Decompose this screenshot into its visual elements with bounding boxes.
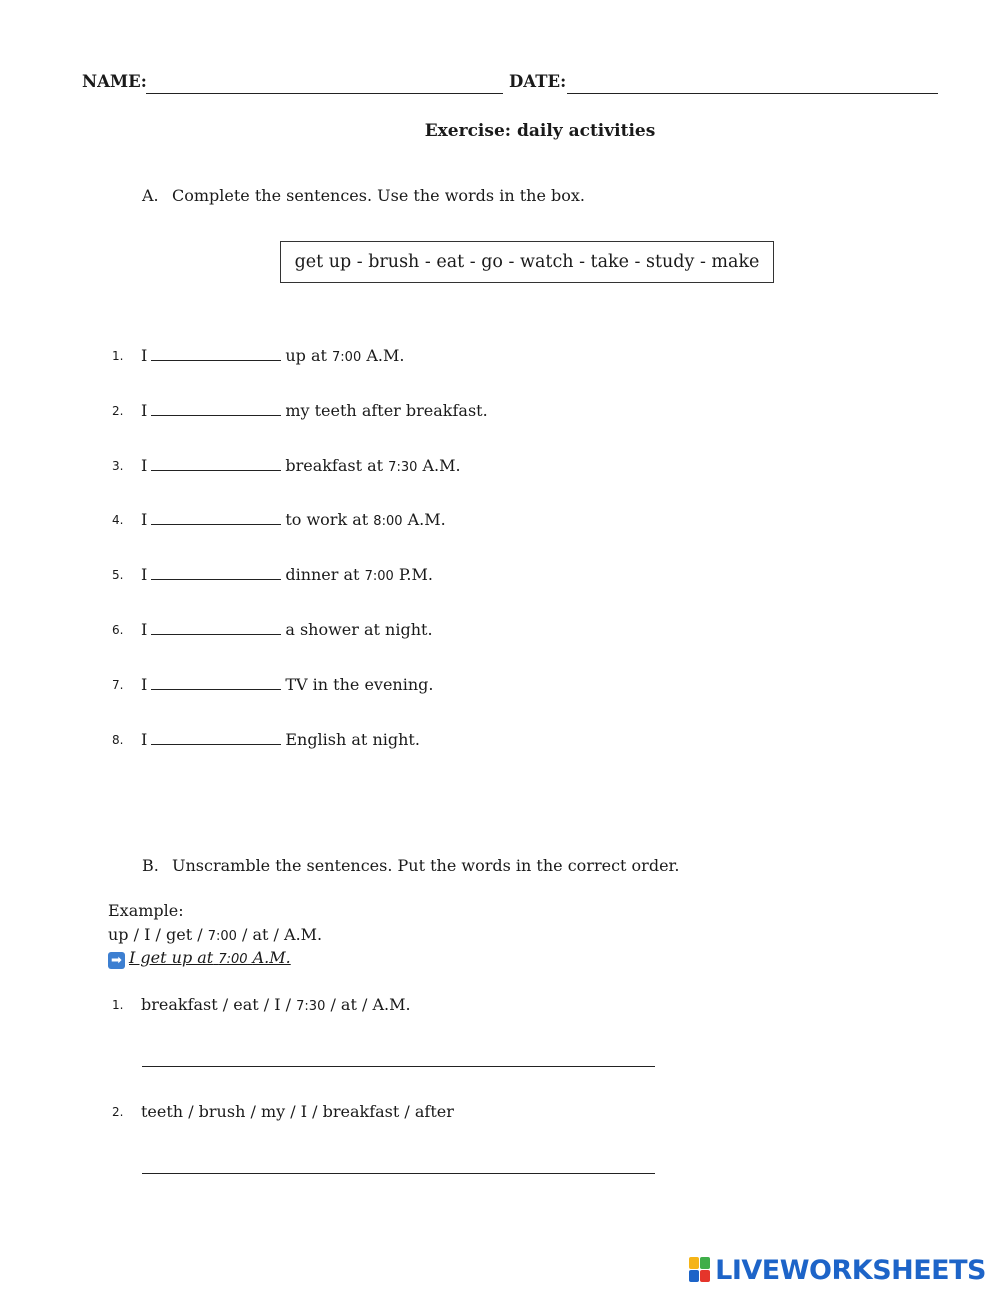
item-after-time: A.M.: [407, 510, 446, 530]
item-subject: I: [141, 455, 148, 475]
answer-blank[interactable]: [151, 565, 281, 580]
answer-blank[interactable]: [151, 346, 281, 361]
section-b-heading: [142, 856, 680, 875]
answer-line[interactable]: [142, 1066, 655, 1067]
example-answer-pre: I get up at: [129, 948, 214, 967]
example-answer-post: A.M.: [252, 948, 291, 967]
item-before-time: TV in the evening.: [285, 674, 434, 694]
example-scrambled-post: / at / A.M.: [242, 925, 323, 944]
section-b-instruction: Unscramble the sentences. Put the words in the correct order.: [172, 856, 680, 875]
answer-blank[interactable]: [151, 730, 281, 745]
item-before-time: dinner at: [285, 565, 360, 585]
item-number: 8.: [112, 732, 124, 747]
item-number: 7.: [112, 677, 124, 692]
item-after-time: A.M.: [422, 455, 461, 475]
item-number: 1.: [112, 349, 124, 363]
example-scrambled-time: 7:00: [207, 929, 237, 944]
example-scrambled: [108, 925, 322, 944]
arrow-right-icon: ➡: [108, 952, 125, 969]
item-after-time: A.M.: [366, 346, 405, 365]
answer-blank[interactable]: [151, 456, 281, 471]
answer-blank[interactable]: [151, 401, 281, 416]
item-subject: I: [141, 346, 148, 365]
name-date-row: [82, 72, 942, 98]
item-time: 7:30: [388, 459, 418, 475]
item-subject: I: [141, 674, 148, 694]
item-number: 4.: [112, 513, 124, 528]
item-scrambled: teeth / brush / my / I / breakfast / after: [141, 1102, 454, 1121]
word-box: get up ‑ brush ‑ eat ‑ go ‑ watch ‑ take ‑ study ‑ make: [280, 241, 774, 283]
item-time: 8:00: [373, 514, 403, 530]
page-title: Exercise: daily activities: [424, 121, 656, 141]
answer-blank[interactable]: [151, 510, 281, 525]
item-before-time: to work at: [285, 510, 369, 530]
item-post: / at / A.M.: [330, 995, 411, 1014]
item-number: 5.: [112, 568, 124, 583]
example-answer: [108, 948, 291, 969]
item-before-time: my teeth after breakfast.: [285, 400, 488, 420]
example-label: Example:: [108, 901, 184, 920]
name-label: NAME:: [82, 72, 147, 91]
item-before-time: up at: [285, 346, 327, 365]
logo-text: LIVEWORKSHEETS: [715, 1254, 986, 1286]
item-time: 7:30: [296, 999, 326, 1014]
item-number: 2.: [112, 403, 124, 418]
example-answer-time: 7:00: [218, 952, 248, 967]
item-subject: I: [141, 620, 148, 639]
item-before-time: English at night.: [285, 729, 420, 749]
answer-blank[interactable]: [151, 675, 281, 690]
item-subject: I: [141, 510, 148, 530]
answer-line[interactable]: [142, 1173, 655, 1174]
item-subject: I: [141, 400, 148, 420]
item-before-time: a shower at night.: [285, 620, 433, 639]
item-before-time: breakfast at: [285, 455, 384, 475]
date-label: DATE:: [509, 72, 567, 91]
item-number: 1.: [112, 998, 124, 1012]
item-time: 7:00: [332, 350, 362, 365]
liveworksheets-logo: [689, 1254, 986, 1286]
section-a-instruction: Complete the sentences. Use the words in the box.: [172, 186, 585, 205]
item-after-time: P.M.: [398, 565, 433, 585]
item-number: 2.: [112, 1105, 124, 1119]
logo-mark-icon: [689, 1257, 711, 1283]
section-a-heading: [142, 186, 585, 205]
item-subject: I: [141, 729, 148, 749]
answer-blank[interactable]: [151, 620, 281, 635]
item-time: 7:00: [364, 569, 394, 585]
section-a-letter: A.: [142, 186, 159, 205]
date-field[interactable]: [567, 93, 938, 94]
item-number: 3.: [112, 458, 124, 473]
item-scrambled: breakfast / eat / I /: [141, 995, 292, 1014]
item-subject: I: [141, 565, 148, 585]
section-b-letter: B.: [142, 856, 159, 875]
example-scrambled-pre: up / I / get /: [108, 925, 203, 944]
name-field[interactable]: [146, 93, 503, 94]
item-number: 6.: [112, 623, 124, 637]
